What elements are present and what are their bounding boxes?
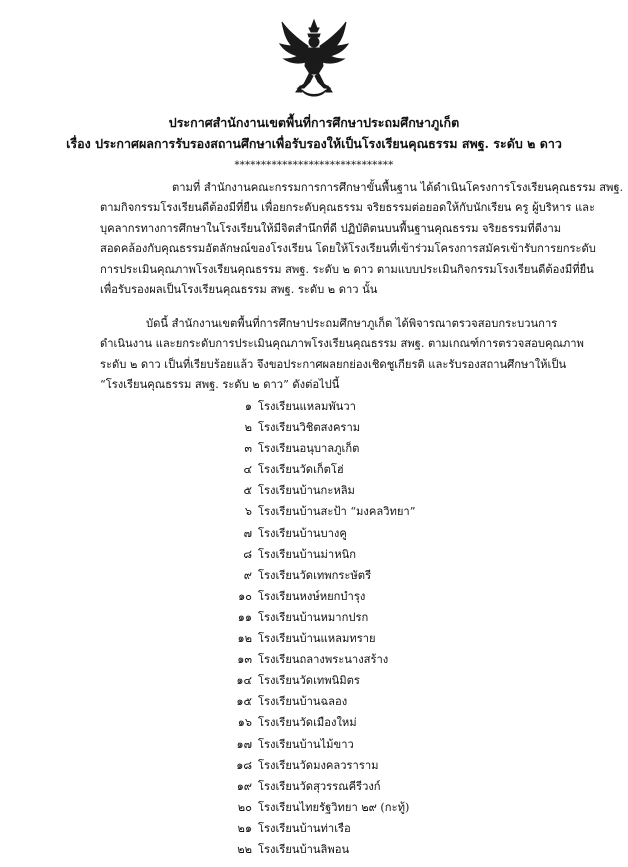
paragraph-line: ระดับ ๒ ดาว เป็นที่เรียบร้อยแล้ว จึงขอประกาศผลยกย่องเชิดชูเกียรติ และรับรองสถานศึกษาให้เป็น [100, 357, 567, 371]
paragraph-line: ตามกิจกรรมโรงเรียนดีต้องมีที่ยืน เพื่อยกระดับคุณธรรม จริยธรรมต่อยอดให้กับนักเรียน ครู ผู้บริหาร และ [100, 201, 596, 215]
list-item [214, 818, 534, 839]
list-item-number: ๑๖ [237, 716, 252, 730]
list-item [214, 649, 534, 670]
list-item [214, 480, 534, 501]
list-item-name: โรงเรียนบ้านท่าเรือ [258, 821, 351, 835]
title-line-1: ประกาศสำนักงานเขตพื้นที่การศึกษาประถมศึกษาภูเก็ต [168, 115, 460, 130]
list-item-number: ๘ [243, 547, 252, 561]
separator: ****************************** [234, 160, 394, 171]
list-item-name: โรงเรียนบ้านหมากปรก [258, 610, 369, 624]
list-item [214, 544, 534, 565]
list-item-number: ๒๐ [237, 800, 252, 814]
paragraph-background [100, 178, 624, 300]
list-item [214, 501, 534, 522]
list-item-number: ๑๗ [236, 737, 252, 751]
list-item-number: ๕ [243, 484, 252, 498]
list-item [214, 586, 534, 607]
list-item-number: ๑ [244, 400, 252, 413]
paragraph-line: “โรงเรียนคุณธรรม สพฐ. ระดับ ๒ ดาว” ดังต่อไปนี้ [100, 378, 340, 392]
paragraph-line: เพื่อรับรองผลเป็นโรงเรียนคุณธรรม สพฐ. ระดับ ๒ ดาว นั้น [100, 283, 378, 297]
paragraph-line: บุคลากรทางการศึกษาในโรงเรียนให้มีจิตสำนึกที่ดี ปฏิบัติตนบนพื้นฐานคุณธรรม จริยธรรมที่ดีงาม [100, 221, 562, 235]
announcement-title [0, 112, 628, 154]
list-item [214, 438, 534, 459]
list-item [214, 565, 534, 586]
list-item [214, 396, 534, 417]
list-item-number: ๒๑ [237, 821, 252, 835]
list-item [214, 523, 534, 544]
list-item [214, 712, 534, 733]
list-item-name: โรงเรียนบ้านลิพอน [258, 842, 350, 856]
list-item-name: โรงเรียนบ้านบางคู [258, 526, 347, 540]
list-item-number: ๑๕ [236, 695, 252, 709]
list-item-name: โรงเรียนถลางพระนางสร้าง [258, 653, 389, 667]
list-item-number: ๒ [244, 421, 252, 435]
list-item-number: ๑๔ [236, 674, 252, 688]
list-item [214, 691, 534, 712]
list-item-number: ๒๒ [237, 842, 252, 856]
list-item-name: โรงเรียนบ้านไม้ขาว [258, 737, 354, 751]
list-item-number: ๑๒ [237, 632, 252, 646]
list-item-name: โรงเรียนวิชิตสงคราม [258, 421, 361, 435]
list-item [214, 670, 534, 691]
list-item [214, 776, 534, 797]
title-line-2: เรื่อง ประกาศผลการรับรองสถานศึกษาเพื่อรับรองให้เป็นโรงเรียนคุณธรรม สพฐ. ระดับ ๒ ดาว [66, 136, 562, 151]
paragraph-line: สอดคล้องกับคุณธรรมอัตลักษณ์ของโรงเรียน โดยให้โรงเรียนที่เข้าร่วมโครงการสมัครเข้ารับการยกระดับ [100, 242, 596, 256]
list-item-name: โรงเรียนบ้านฉลอง [258, 695, 348, 709]
list-item [214, 607, 534, 628]
list-item-name: โรงเรียนวัดสุวรรณคีรีวงก์ [258, 779, 381, 793]
list-item [214, 797, 534, 818]
list-item [214, 734, 534, 755]
list-item-name: โรงเรียนวัดเทพกระษัตรี [258, 568, 372, 582]
paragraph-line: ดำเนินงาน และยกระดับการประเมินคุณภาพโรงเรียนคุณธรรม สพฐ. ตามเกณฑ์การตรวจสอบคุณภาพ [100, 337, 584, 351]
list-item [214, 839, 534, 860]
list-item-name: โรงเรียนวัดเทพนิมิตร [258, 674, 360, 688]
list-item [214, 628, 534, 649]
list-item-number: ๖ [244, 505, 252, 519]
list-item [214, 755, 534, 776]
paragraph-line: การประเมินคุณภาพโรงเรียนคุณธรรม สพฐ. ระดับ ๒ ดาว ตามแบบประเมินกิจกรรมโรงเรียนดีต้องมีที่ยืน [100, 262, 594, 276]
list-item-number: ๗ [243, 526, 252, 540]
list-item-number: ๑๙ [236, 779, 252, 793]
list-item-number: ๑๓ [237, 653, 252, 667]
list-item [214, 417, 534, 438]
list-item [214, 459, 534, 480]
list-item-name: โรงเรียนไทยรัฐวิทยา ๒๙ (กะทู้) [258, 800, 410, 814]
list-item-name: โรงเรียนบ้านกะหลิม [258, 484, 355, 498]
list-item-name: โรงเรียนวัดมงคลวราราม [258, 758, 379, 772]
school-list [214, 396, 534, 860]
list-item-name: โรงเรียนบ้านแหลมทราย [258, 632, 376, 646]
list-item-number: ๑๘ [236, 758, 252, 772]
list-item-name: โรงเรียนอนุบาลภูเก็ต [258, 442, 360, 456]
list-item-number: ๙ [243, 568, 252, 582]
paragraph-line: บัดนี้ สำนักงานเขตพื้นที่การศึกษาประถมศึกษาภูเก็ต ได้พิจารณาตรวจสอบกระบวนการ [146, 317, 558, 330]
paragraph-announcement [100, 314, 584, 396]
list-item-number: ๓ [244, 442, 252, 456]
list-item-number: ๑๐ [238, 589, 252, 603]
paragraph-line: ตามที่ สำนักงานคณะกรรมการการศึกษาขั้นพื้นฐาน ได้ดำเนินโครงการโรงเรียนคุณธรรม สพฐ. [172, 181, 624, 194]
garuda-emblem-icon [278, 18, 350, 100]
list-item-name: โรงเรียนบ้านม่าหนิก [258, 547, 356, 561]
list-item-name: โรงเรียนวัดเมืองใหม่ [258, 716, 357, 730]
list-item-number: ๑๑ [237, 610, 252, 624]
list-item-number: ๔ [243, 463, 252, 477]
list-item-name: โรงเรียนวัดเก็ตโฮ่ [258, 463, 344, 477]
list-item-name: โรงเรียนแหลมพันวา [258, 400, 356, 413]
list-item-name: โรงเรียนหงษ์หยกบำรุง [258, 589, 366, 603]
list-item-name: โรงเรียนบ้านสะป้า “มงคลวิทยา” [258, 505, 416, 519]
